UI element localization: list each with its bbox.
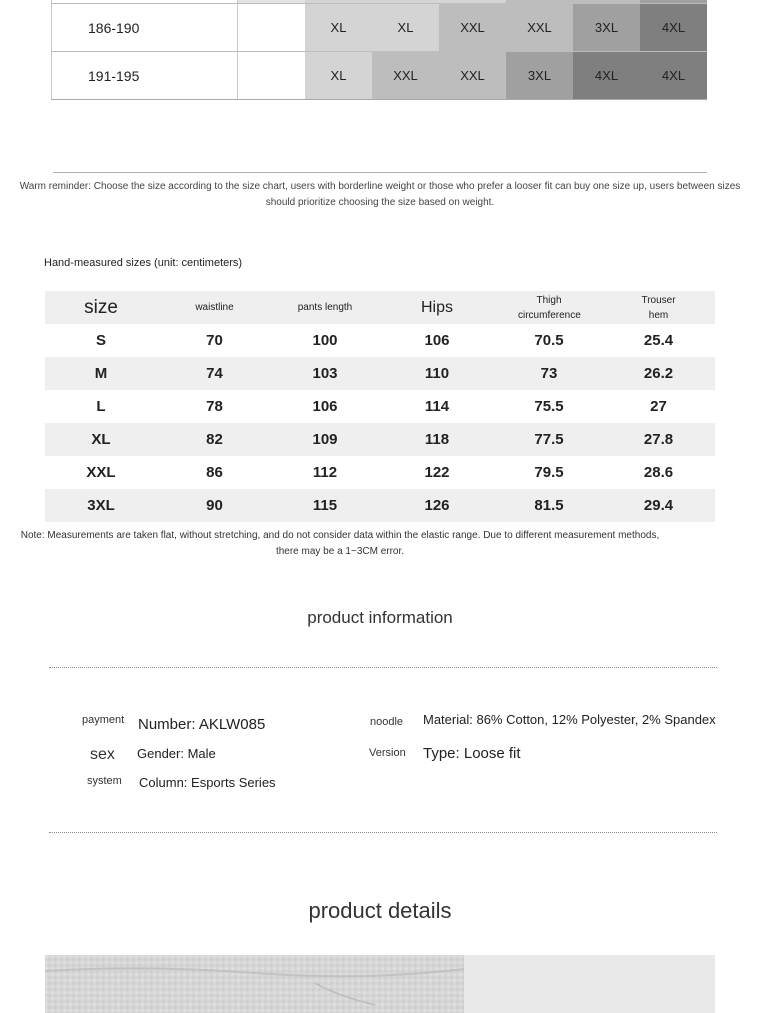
measurement-cell: 109 bbox=[272, 423, 378, 456]
measurement-cell: 74 bbox=[157, 357, 272, 390]
measurement-cell: 122 bbox=[424, 464, 450, 481]
measurement-cell: 82 bbox=[157, 423, 272, 456]
divider bbox=[49, 667, 717, 668]
measurement-cell: 73 bbox=[496, 357, 602, 390]
size-cell: 4XL bbox=[573, 52, 640, 100]
measurement-cell: 112 bbox=[312, 464, 338, 481]
height-range-label: 191-195 bbox=[52, 52, 238, 100]
measurement-cell: 26.2 bbox=[602, 357, 715, 390]
info-value-number: Number: AKLW085 bbox=[138, 716, 266, 733]
measurement-row bbox=[45, 357, 715, 390]
header-waistline: waistline bbox=[157, 291, 272, 324]
product-information-title: product information bbox=[307, 608, 453, 627]
size-label-cell: M bbox=[45, 357, 157, 390]
header-pants-length: pants length bbox=[272, 291, 378, 324]
size-label-cell: L bbox=[96, 398, 106, 415]
size-reminder: Warm reminder: Choose the size according to the size chart, users with borderline weight or those who prefer a looser fit can buy one size up, users between sizes should prioritize choosing the size based on weight. bbox=[19, 181, 741, 208]
product-photo bbox=[45, 955, 464, 1013]
measurement-cell: 106 bbox=[424, 332, 450, 349]
size-cell: 4XL bbox=[640, 52, 707, 100]
size-cell-empty bbox=[238, 52, 306, 100]
measurement-cell: 78 bbox=[206, 398, 223, 415]
info-label-sex: sex bbox=[90, 746, 115, 763]
size-cell: 3XL bbox=[506, 52, 573, 100]
measurement-note: Note: Measurements are taken flat, without stretching, and do not consider data within the elastic range. Due to different measurement methods, there may be a 1~3CM error. bbox=[20, 530, 660, 557]
size-label-cell: 3XL bbox=[45, 489, 157, 522]
measurement-cell: 114 bbox=[424, 398, 450, 415]
fabric-texture bbox=[45, 955, 464, 1013]
measurement-cell: 100 bbox=[312, 332, 338, 349]
product-photo-background bbox=[464, 955, 715, 1013]
size-cell: XXL bbox=[506, 4, 573, 52]
info-label-payment: payment bbox=[82, 714, 125, 726]
size-cell: XL bbox=[305, 52, 372, 100]
size-cell: XL bbox=[305, 4, 372, 52]
divider bbox=[53, 172, 707, 173]
info-label-noodle: noodle bbox=[370, 716, 404, 728]
measurement-cell: 90 bbox=[157, 489, 272, 522]
measurement-cell: 28.6 bbox=[643, 464, 674, 481]
info-label-version: Version bbox=[369, 747, 406, 759]
size-cell: XXL bbox=[439, 52, 506, 100]
measurement-cell: 86 bbox=[206, 464, 223, 481]
info-label-system: system bbox=[87, 775, 122, 787]
size-label-cell: XL bbox=[45, 423, 157, 456]
measurement-title: Hand-measured sizes (unit: centimeters) bbox=[44, 257, 243, 269]
measurement-cell: 79.5 bbox=[534, 464, 564, 481]
measurement-cell: 29.4 bbox=[602, 489, 715, 522]
measurement-cell: 25.4 bbox=[643, 332, 674, 349]
measurement-row bbox=[45, 489, 715, 522]
size-cell: XXL bbox=[439, 4, 506, 52]
info-value-column: Column: Esports Series bbox=[139, 775, 276, 790]
height-row bbox=[52, 52, 708, 100]
measurement-cell: 110 bbox=[378, 357, 496, 390]
measurement-cell: 126 bbox=[378, 489, 496, 522]
size-cell: 3XL bbox=[573, 4, 640, 52]
height-size-grid bbox=[51, 0, 707, 100]
measurement-cell: 75.5 bbox=[534, 398, 564, 415]
size-cell: XXL bbox=[372, 52, 439, 100]
measurement-cell: 27.8 bbox=[602, 423, 715, 456]
measurement-cell: 103 bbox=[272, 357, 378, 390]
size-cell: XL bbox=[372, 4, 439, 52]
measurement-cell: 70 bbox=[206, 332, 223, 349]
measurement-cell: 70.5 bbox=[534, 332, 564, 349]
measurement-row bbox=[45, 456, 715, 489]
product-details-title: product details bbox=[308, 898, 452, 923]
size-cell: 4XL bbox=[640, 4, 707, 52]
size-label-cell: S bbox=[95, 332, 106, 349]
height-range-label: 186-190 bbox=[52, 4, 238, 52]
measurement-row bbox=[45, 390, 715, 423]
measurement-cell: 118 bbox=[378, 423, 496, 456]
measurement-header-row bbox=[45, 291, 715, 324]
measurement-cell: 115 bbox=[272, 489, 378, 522]
info-value-material: Material: 86% Cotton, 12% Polyester, 2% Spandex bbox=[423, 712, 716, 727]
measurement-cell: 77.5 bbox=[496, 423, 602, 456]
divider bbox=[49, 832, 717, 833]
header-trouser-hem: Trouser hem bbox=[602, 291, 715, 324]
size-cell-empty bbox=[238, 4, 306, 52]
measurement-cell: 81.5 bbox=[496, 489, 602, 522]
size-label-cell: XXL bbox=[86, 464, 116, 481]
measurement-cell: 106 bbox=[312, 398, 338, 415]
measurement-table bbox=[45, 291, 715, 522]
height-row bbox=[52, 4, 708, 52]
header-hips: Hips bbox=[378, 291, 496, 324]
measurement-cell: 27 bbox=[650, 398, 667, 415]
measurement-row bbox=[45, 423, 715, 456]
measurement-row bbox=[45, 324, 715, 357]
info-value-type: Type: Loose fit bbox=[423, 745, 521, 762]
header-thigh: Thigh circumference bbox=[496, 291, 602, 324]
header-size: size bbox=[45, 291, 157, 324]
info-value-gender: Gender: Male bbox=[137, 746, 216, 761]
